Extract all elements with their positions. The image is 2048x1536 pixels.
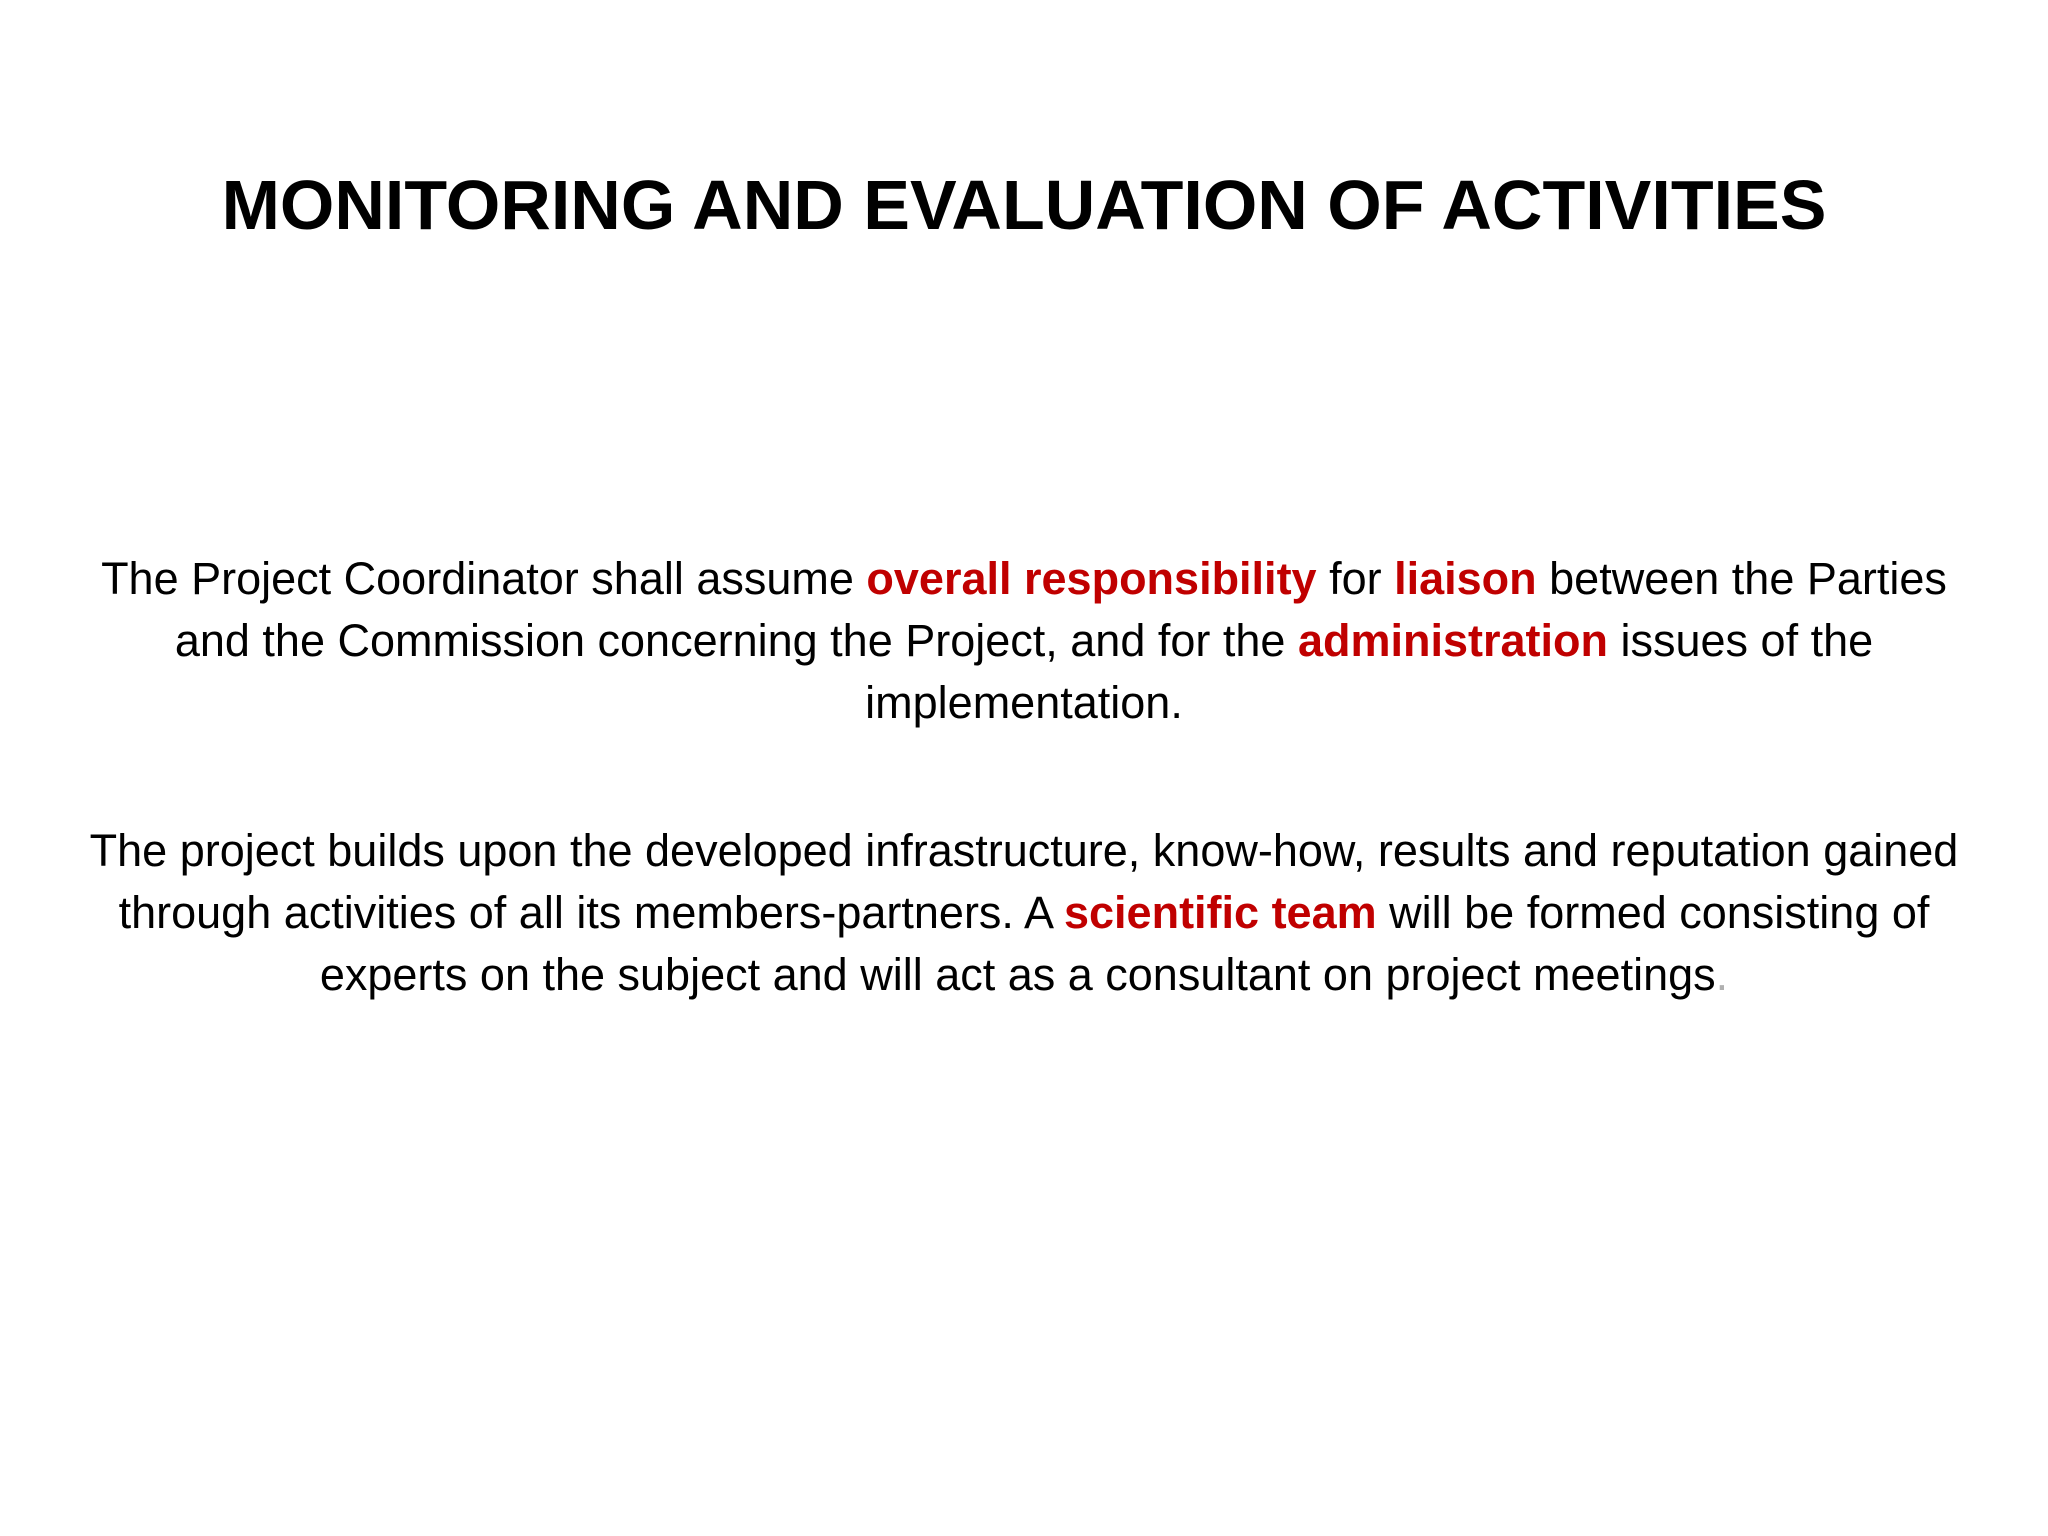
highlight-liaison: liaison [1394,553,1537,604]
paragraph-coordinator [60,548,1988,734]
paragraph-text: issues of the implementation. [865,615,1874,728]
paragraph-project [60,820,1988,1006]
paragraph-end-period: . [1715,949,1729,1000]
paragraph-text: for [1316,553,1395,604]
paragraph-text: will be formed consisting of experts on the subject and will act as a consultant on project meetings [319,887,1930,1000]
paragraph-text: The project builds upon the developed infrastructure, know-how, results and reputation gained through activities of all its members-partners. A [89,825,1959,938]
paragraph-text: The Project Coordinator shall assume [101,553,867,604]
highlight-overall-responsibility: overall responsibility [866,553,1317,604]
highlight-administration: administration [1297,615,1608,666]
highlight-scientific-team: scientific team [1064,887,1377,938]
paragraph-text: between the Parties and the Commission concerning the Project, and for the [174,553,1947,666]
slide-title: MONITORING AND EVALUATION OF ACTIVITIES [221,166,1827,244]
